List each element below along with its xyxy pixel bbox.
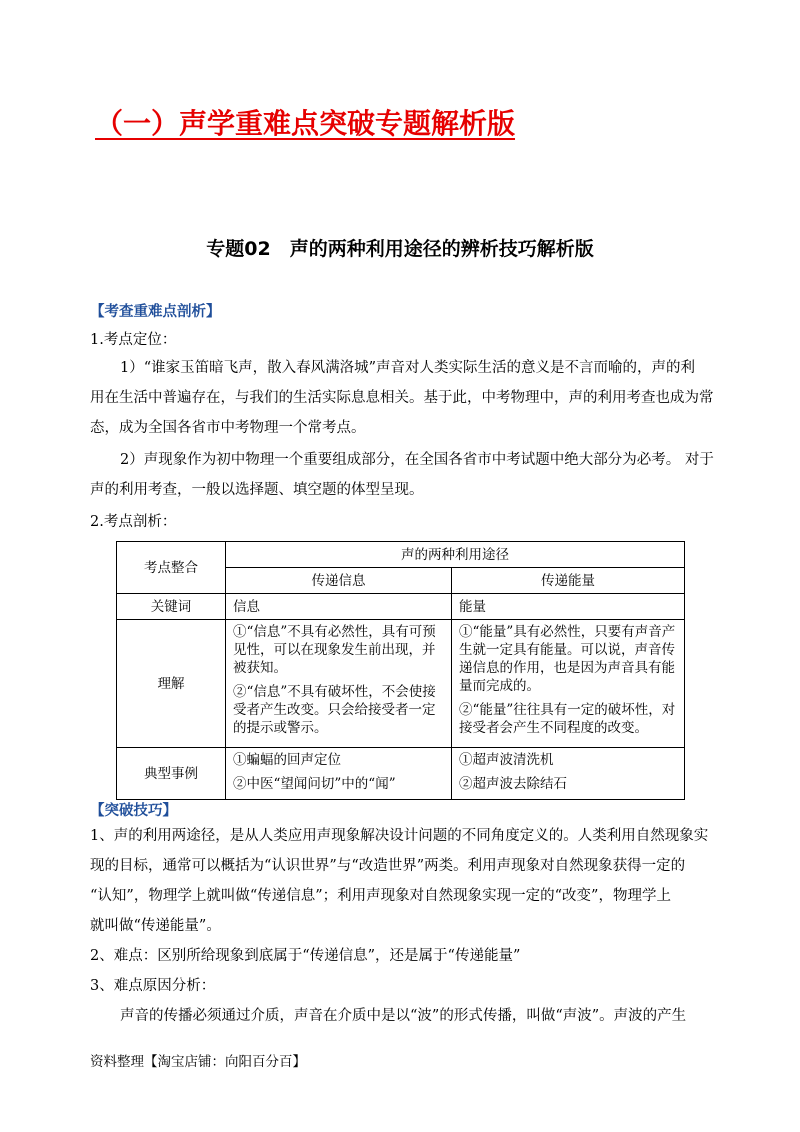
tips-line: 声音的传播必须通过介质，声音在介质中是以“波”的形式传播，叫做“声波”。声波的产生 (120, 1008, 687, 1024)
table-row-label-examples: 典型事例 (117, 748, 226, 800)
example-energy-2: ②超声波去除结石 (459, 776, 567, 792)
tips-body (90, 821, 712, 1031)
table-cell-keyword-info: 信息 (226, 594, 452, 620)
item2-label: 2.考点剖析： (90, 514, 177, 530)
table-corner-cell: 考点整合 (117, 542, 226, 594)
example-info-2: ②中医“望闻问切”中的“闻” (233, 776, 396, 792)
tips-line: 3、难点原因分析： (90, 978, 216, 994)
footer-note: 资料整理【淘宝店铺：向阳百分百】 (90, 1054, 306, 1070)
table-cell-examples-energy (452, 748, 685, 800)
table-cell-keyword-energy: 能量 (452, 594, 685, 620)
table-col-header-info: 传递信息 (226, 568, 452, 594)
example-energy-1: ①超声波清洗机 (459, 752, 554, 768)
paragraph-2-line: 2）声现象作为初中物理一个重要组成部分，在全国各省市中考试题中绝大部分为必考。 对于 (120, 452, 714, 468)
item1-label: 1.考点定位： (90, 332, 177, 348)
document-title: （一）声学重难点突破专题解析版 (95, 107, 516, 140)
paragraph-2 (90, 445, 712, 505)
table-cell-examples-info (226, 748, 452, 800)
table-row-label-keyword: 关键词 (117, 594, 226, 620)
table-group-header: 声的两种利用途径 (226, 542, 685, 568)
section-heading-tips: 【突破技巧】 (90, 803, 177, 819)
paragraph-2-line: 声的利用考查，一般以选择题、填空题的体型呈现。 (90, 482, 424, 498)
paragraph-1-line: 态，成为全国各省市中考物理一个常考点。 (90, 420, 366, 436)
understanding-info-point-2: ②“信息”不具有破坏性，不会使接受者产生改变。只会给接受者一定的提示或警示。 (233, 684, 436, 736)
tips-line: 2、难点：区别所给现象到底属于“传递信息”，还是属于“传递能量” (90, 948, 521, 964)
paragraph-1-line: 用在生活中普遍存在，与我们的生活实际息息相关。基于此，中考物理中，声的利用考查也成为常 (90, 390, 714, 406)
example-info-1: ①蝙蝠的回声定位 (233, 752, 341, 768)
table-col-header-energy: 传递能量 (452, 568, 685, 594)
table-row-label-understanding: 理解 (117, 620, 226, 748)
understanding-energy-point-2: ②“能量”往往具有一定的破坏性，对接受者会产生不同程度的改变。 (459, 702, 676, 736)
section-heading-analysis: 【考查重难点剖析】 (90, 304, 221, 320)
table-cell-understanding-energy (452, 620, 685, 748)
understanding-info-point-1: ①“信息”不具有必然性，具有可预见性，可以在现象发生前出现，并被获知。 (233, 624, 436, 676)
tips-line: “认知”，物理学上就叫做“传递信息”；利用声现象对自然现象实现一定的“改变”，物理学上 (90, 888, 671, 904)
tips-line: 就叫做“传递能量”。 (90, 918, 221, 934)
tips-line: 1、声的利用两途径，是从人类应用声现象解决设计问题的不同角度定义的。人类利用自然现象实 (90, 828, 709, 844)
table-cell-understanding-info (226, 620, 452, 748)
analysis-table (116, 541, 685, 800)
paragraph-1-line: 1）“谁家玉笛暗飞声，散入春风满洛城”声音对人类实际生活的意义是不言而喻的，声的利 (120, 360, 696, 376)
topic-title: 专题02 声的两种利用途径的辨析技巧解析版 (206, 238, 594, 260)
tips-line: 现的目标，通常可以概括为“认识世界”与“改造世界”两类。利用声现象对自然现象获得一定的 (90, 858, 686, 874)
paragraph-1 (90, 353, 712, 443)
understanding-energy-point-1: ①“能量”具有必然性，只要有声音产生就一定具有能量。可以说，声音传递信息的作用，也是因为声音具有能量而完成的。 (459, 624, 676, 694)
